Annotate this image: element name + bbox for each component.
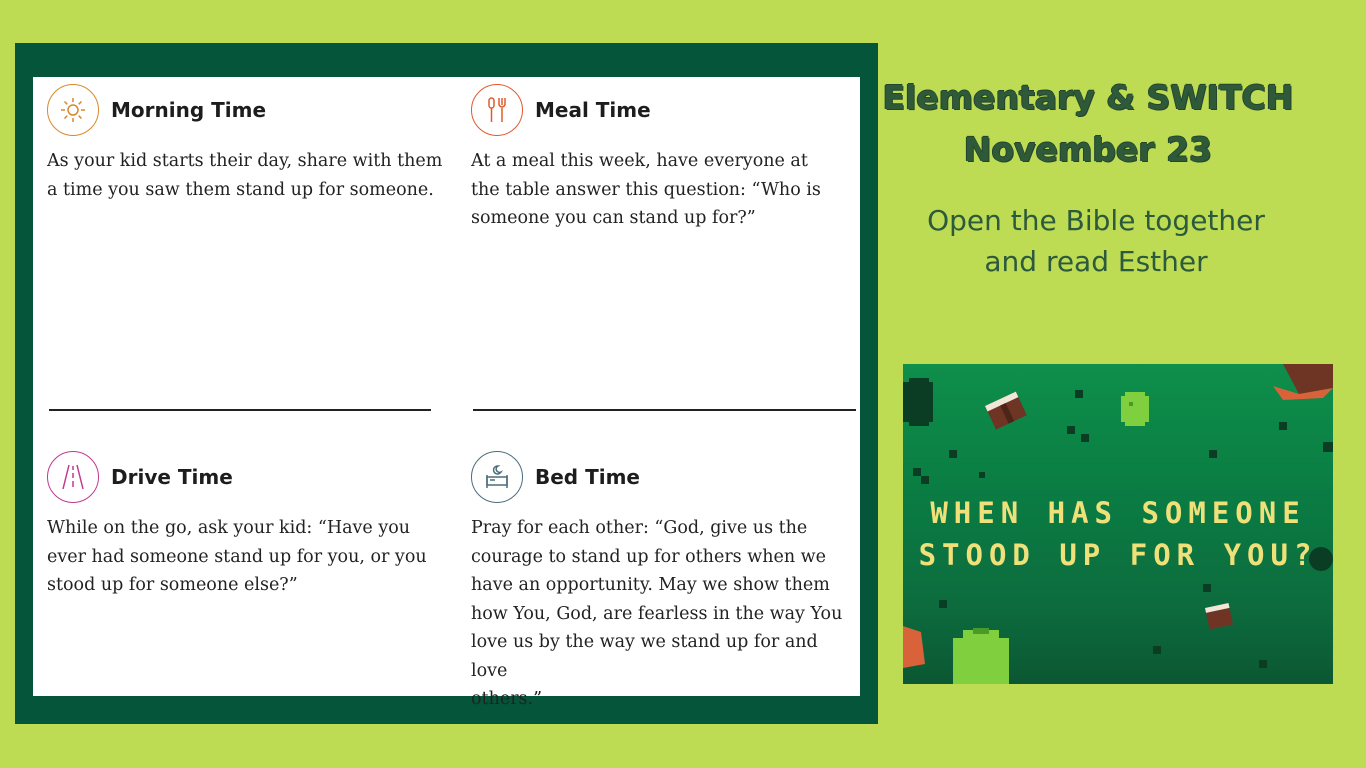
text-line: love us by the way we stand up for and love	[471, 632, 818, 681]
card-header	[47, 450, 447, 504]
card-text	[471, 147, 851, 233]
worksheet	[33, 77, 860, 709]
card-title: Bed Time	[535, 465, 640, 489]
title-line: November 23	[963, 130, 1213, 169]
card-header	[471, 450, 856, 504]
text-line: As your kid starts their day, share with them	[47, 151, 443, 171]
text-line: courage to stand up for others when we	[471, 546, 826, 567]
card-title: Meal Time	[535, 98, 651, 122]
promo-question	[903, 492, 1333, 576]
divider-line	[473, 409, 856, 411]
card-drive-time	[47, 450, 447, 600]
bug-icon	[953, 628, 1009, 684]
text-line: have an opportunity. May we show them	[471, 575, 830, 595]
card-title: Morning Time	[111, 98, 267, 122]
sun-icon	[47, 84, 99, 136]
text-line: While on the go, ask your kid: “Have you	[47, 518, 411, 538]
book-icon	[1205, 603, 1233, 630]
promo-line: WHEN HAS SOMEONE	[930, 496, 1306, 530]
text-line: the table answer this question: “Who is	[471, 179, 821, 200]
divider-line	[49, 409, 431, 411]
utensils-icon	[471, 84, 523, 136]
text-line: Pray for each other: “God, give us the	[471, 518, 808, 538]
book-corner	[903, 626, 925, 668]
book-icon	[985, 392, 1027, 430]
subtitle	[886, 200, 1306, 282]
subtitle-line: and read Esther	[984, 245, 1208, 278]
card-text	[47, 514, 447, 600]
pixel-blob	[909, 378, 929, 426]
text-line: ever had someone stand up for you, or you	[47, 546, 427, 567]
card-title: Drive Time	[111, 465, 233, 489]
page-title	[878, 72, 1298, 176]
title-line: Elementary & SWITCH	[882, 78, 1294, 117]
road-icon	[47, 451, 99, 503]
card-text	[47, 147, 447, 204]
card-header	[471, 83, 851, 137]
card-text	[471, 514, 856, 714]
text-line: how You, God, are fearless in the way You	[471, 603, 843, 624]
text-line: others.”	[471, 689, 543, 709]
text-line: a time you saw them stand up for someone.	[47, 179, 434, 200]
card-header	[47, 83, 447, 137]
promo-line: STOOD UP FOR YOU?	[918, 538, 1318, 572]
card-morning-time	[47, 83, 447, 204]
card-meal-time	[471, 83, 851, 233]
text-line: At a meal this week, have everyone at	[471, 151, 808, 171]
text-line: someone you can stand up for?”	[471, 208, 756, 228]
card-bed-time	[471, 450, 856, 714]
bed-moon-icon	[471, 451, 523, 503]
promo-graphic	[903, 364, 1333, 684]
text-line: stood up for someone else?”	[47, 575, 298, 595]
bug-icon	[1121, 392, 1149, 426]
subtitle-line: Open the Bible together	[927, 204, 1265, 237]
